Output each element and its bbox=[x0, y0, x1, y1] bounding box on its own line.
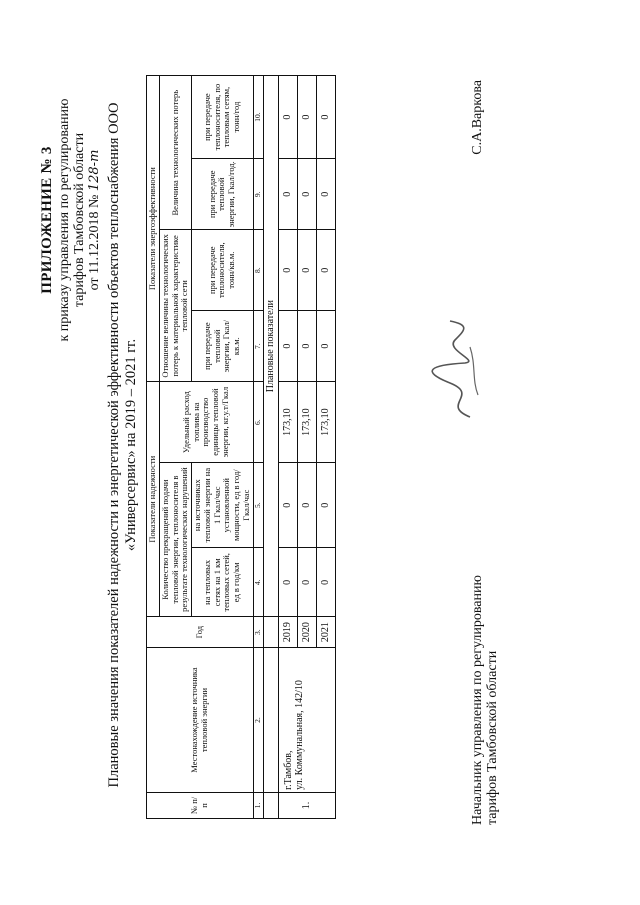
cell-c7: 0 bbox=[297, 311, 316, 382]
order-number-handwritten: 128-т bbox=[87, 149, 102, 192]
cell-c8: 0 bbox=[316, 230, 335, 311]
title-line-1: Плановые значения показателей надежности и энергетической эффективности объектов теплоснабжения ООО bbox=[106, 102, 122, 788]
header-reliability: Показатели надежности bbox=[147, 382, 160, 617]
col-number: 5. bbox=[253, 462, 263, 547]
plan-empty-cell bbox=[263, 792, 278, 818]
cell-c4: 0 bbox=[297, 548, 316, 617]
header-efficiency: Показатели энергоэффективности bbox=[147, 76, 160, 382]
title-line-2: «Универсервис» на 2019 – 2021 гг. bbox=[122, 338, 139, 552]
col-number: 1. bbox=[253, 792, 263, 818]
header-location: Местонахождение источника тепловой энергии bbox=[147, 648, 254, 793]
indicators-table bbox=[146, 75, 336, 819]
cell-c10: 0 bbox=[316, 76, 335, 159]
header-col4: на тепловых сетях на 1 км тепловых сетей, ед в год/км bbox=[192, 548, 254, 617]
cell-c8: 0 bbox=[278, 230, 297, 311]
cell-c8: 0 bbox=[297, 230, 316, 311]
signatory-line-1: Начальник управления по регулированию bbox=[470, 575, 485, 825]
cell-c5: 0 bbox=[297, 462, 316, 547]
col-number: 8. bbox=[253, 230, 263, 311]
appendix-line-2: к приказу управления по регулированию bbox=[57, 98, 72, 342]
cell-c4: 0 bbox=[278, 548, 297, 617]
cell-c6: 173,10 bbox=[297, 382, 316, 463]
cell-c7: 0 bbox=[316, 311, 335, 382]
header-interruptions: Количество прекращений подачи тепловой энергии, теплоносителя в результате технологических нарушений bbox=[159, 462, 191, 616]
cell-c4: 0 bbox=[316, 548, 335, 617]
header-col10: при передаче теплоносителя, по тепловым сетям, тонн/год bbox=[192, 76, 254, 159]
cell-c9: 0 bbox=[278, 159, 297, 230]
header-col7: при передаче тепловой энергии, Гкал/кв.м. bbox=[192, 311, 254, 382]
cell-c6: 173,10 bbox=[316, 382, 335, 463]
header-col8: при передаче теплоносителя, тонн/кв.м. bbox=[192, 230, 254, 311]
plan-empty-cell bbox=[263, 617, 278, 648]
order-date: от 11.12.2018 № bbox=[87, 194, 102, 291]
header-col9: при передаче тепловой энергии, Гкал/год. bbox=[192, 159, 254, 230]
appendix-line-3: тарифов Тамбовской области bbox=[72, 132, 87, 308]
cell-c7: 0 bbox=[278, 311, 297, 382]
plan-empty-cell bbox=[263, 648, 278, 793]
col-number: 9. bbox=[253, 159, 263, 230]
header-losses: Величина технологических потерь bbox=[159, 76, 191, 230]
header-fuel-rate: Удельный расход топлива на производство единицы тепловой энергии, кг.у.т/Гкал bbox=[159, 382, 253, 463]
cell-c6: 173,10 bbox=[278, 382, 297, 463]
signer-name: С.А.Варкова bbox=[470, 80, 485, 155]
header-year: Год bbox=[147, 617, 254, 648]
cell-c5: 0 bbox=[316, 462, 335, 547]
appendix-title: ПРИЛОЖЕНИЕ № 3 bbox=[39, 146, 55, 294]
header-no: № п/п bbox=[147, 792, 254, 818]
location-city: г.Тамбов, bbox=[282, 750, 294, 790]
row-year: 2019 bbox=[278, 617, 297, 648]
col-number: 4. bbox=[253, 548, 263, 617]
cell-c10: 0 bbox=[297, 76, 316, 159]
col-number: 3. bbox=[253, 617, 263, 648]
column-numbers-row bbox=[253, 76, 263, 819]
signatory-line-2: тарифов Тамбовской области bbox=[485, 650, 501, 825]
col-number: 10. bbox=[253, 76, 263, 159]
document-title bbox=[106, 55, 139, 835]
plan-label: Плановые показатели bbox=[263, 76, 278, 617]
signatory-position bbox=[470, 575, 501, 825]
handwritten-signature bbox=[420, 315, 490, 425]
row-year: 2020 bbox=[297, 617, 316, 648]
row-number: 1. bbox=[278, 792, 335, 818]
col-number: 2. bbox=[253, 648, 263, 793]
row-year: 2021 bbox=[316, 617, 335, 648]
appendix-line-4 bbox=[88, 70, 103, 370]
cell-c9: 0 bbox=[297, 159, 316, 230]
col-number: 6. bbox=[253, 382, 263, 463]
cell-c9: 0 bbox=[316, 159, 335, 230]
plan-label-row bbox=[263, 76, 278, 819]
col-number: 7. bbox=[253, 311, 263, 382]
cell-c10: 0 bbox=[278, 76, 297, 159]
row-location bbox=[278, 648, 335, 793]
header-ratio: Отношение величины технологических потерь к материальной характеристике тепловой сети bbox=[159, 230, 191, 382]
cell-c5: 0 bbox=[278, 462, 297, 547]
location-street: ул. Коммунальная, 142/10 bbox=[294, 680, 306, 790]
header-col5: на источниках тепловой энергии на 1 Гкал/час установленной мощности, ед в год/Гкал/час bbox=[192, 462, 254, 547]
table-row bbox=[278, 76, 297, 819]
